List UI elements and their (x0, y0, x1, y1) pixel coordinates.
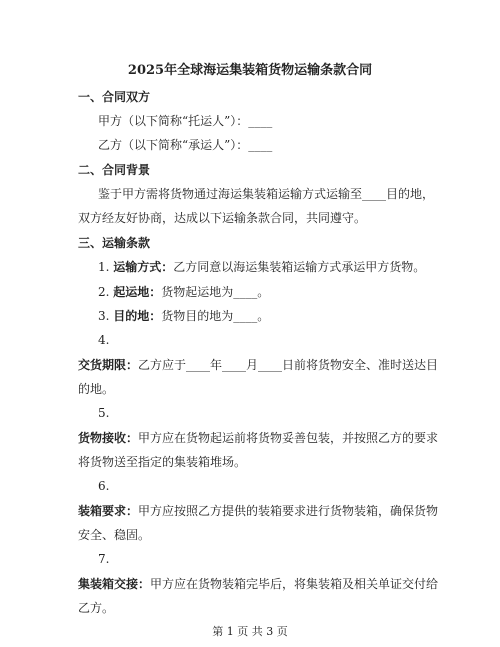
term-item-6-text-line-2: 安全、稳固。 (78, 528, 151, 542)
term-item-6 (78, 503, 438, 519)
term-item-1-number: 1. (98, 260, 110, 274)
term-item-2-label: 起运地： (113, 285, 162, 299)
term-item-1 (98, 259, 425, 275)
term-item-6-label: 装箱要求： (78, 504, 139, 518)
section-heading-parties: 一、合同双方 (78, 90, 151, 104)
term-item-2 (98, 284, 269, 300)
term-item-4-text-line-1: 乙方应于____年____月____日前将货物安全、准时送达目 (138, 358, 439, 372)
term-item-6-number: 6. (98, 479, 110, 493)
document-title: 2025年全球海运集装箱货物运输条款合同 (127, 63, 373, 78)
background-paragraph-line-1: 鉴于甲方需将货物通过海运集装箱运输方式运输至____目的地， (98, 187, 435, 201)
term-item-7-number: 7. (98, 552, 110, 566)
term-item-5-number: 5. (98, 406, 110, 420)
term-item-7 (78, 576, 438, 592)
term-item-7-text-line-1: 甲方应在货物装箱完毕后，将集装箱及相关单证交付给 (150, 577, 439, 591)
party-a-line: 甲方（以下简称“托运人”）：____ (98, 114, 273, 128)
background-paragraph-line-2: 双方经友好协商，达成以下运输条款合同，共同遵守。 (78, 211, 367, 225)
section-heading-background: 二、合同背景 (78, 163, 151, 177)
term-item-5-text-line-2: 将货物送至指定的集装箱堆场。 (78, 455, 247, 469)
term-item-4-text-line-2: 的地。 (78, 382, 115, 396)
term-item-3-number: 3. (98, 309, 110, 323)
term-item-3-text: 货物目的地为____。 (161, 309, 270, 323)
term-item-1-text: 乙方同意以海运集装箱运输方式承运甲方货物。 (173, 260, 426, 274)
term-item-2-text: 货物起运地为____。 (161, 285, 270, 299)
term-item-5-text-line-1: 甲方应在货物起运前将货物妥善包装，并按照乙方的要求 (138, 431, 439, 445)
term-item-4 (78, 357, 438, 373)
party-b-line: 乙方（以下简称“承运人”）：____ (98, 138, 273, 152)
page-number-footer: 第 1 页 共 3 页 (212, 625, 288, 638)
term-item-2-number: 2. (98, 285, 110, 299)
term-item-5 (78, 430, 438, 446)
term-item-1-label: 运输方式： (113, 260, 174, 274)
term-item-4-number: 4. (98, 333, 110, 347)
term-item-7-text-line-2: 乙方。 (78, 601, 115, 615)
term-item-5-label: 货物接收： (78, 431, 139, 445)
term-item-6-text-line-1: 甲方应按照乙方提供的装箱要求进行货物装箱，确保货物 (138, 504, 439, 518)
term-item-3 (98, 308, 269, 324)
section-heading-terms: 三、运输条款 (78, 236, 151, 250)
term-item-4-label: 交货期限： (78, 358, 139, 372)
term-item-3-label: 目的地： (113, 309, 162, 323)
term-item-7-label: 集装箱交接： (78, 577, 151, 591)
